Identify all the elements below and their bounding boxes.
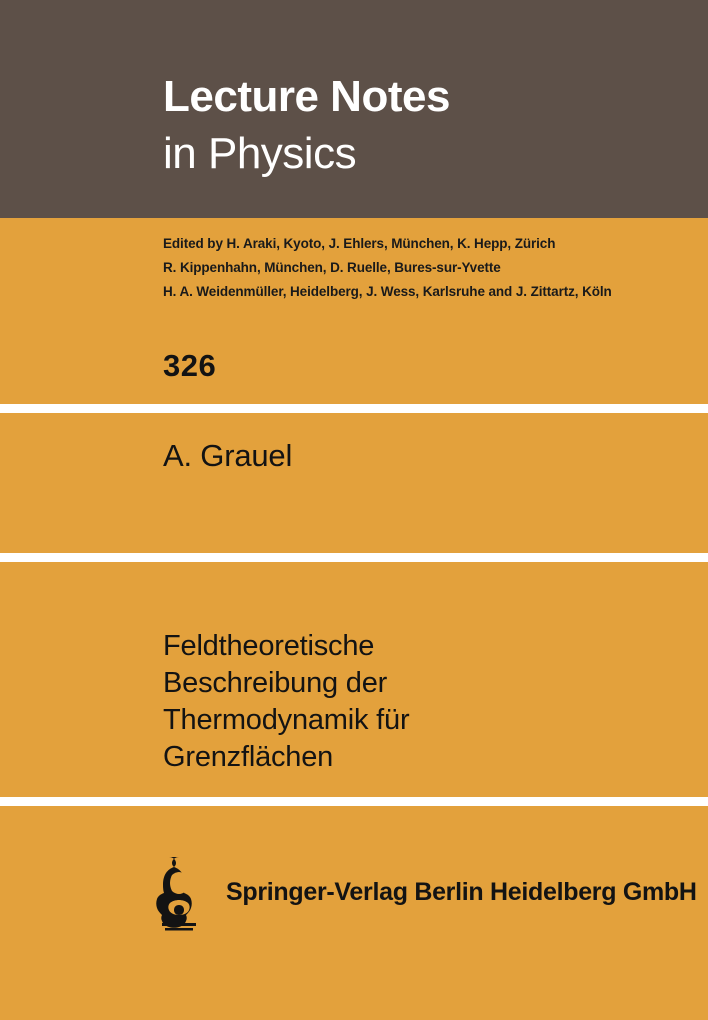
editors-line-3: H. A. Weidenmüller, Heidelberg, J. Wess, Karlsruhe and J. Zittartz, Köln: [163, 284, 612, 299]
series-title-line2: in Physics: [163, 129, 357, 178]
series-title: [163, 68, 450, 182]
book-title-line3: Thermodynamik für: [163, 704, 410, 736]
series-title-line1: Lecture Notes: [163, 72, 450, 121]
divider-rule-bottom: [0, 797, 708, 806]
author-name: A. Grauel: [163, 438, 293, 473]
publisher-row: [0, 855, 708, 933]
book-title: [163, 628, 409, 776]
springer-knight-logo-icon: [148, 855, 210, 933]
series-band: [0, 0, 708, 218]
divider-rule-top: [0, 404, 708, 413]
divider-rule-middle: [0, 553, 708, 562]
editors-line-1: Edited by H. Araki, Kyoto, J. Ehlers, München, K. Hepp, Zürich: [163, 236, 556, 251]
book-title-line2: Beschreibung der: [163, 667, 388, 699]
publisher-name: Springer-Verlag Berlin Heidelberg GmbH: [226, 877, 697, 906]
volume-number: 326: [163, 348, 217, 383]
book-title-line1: Feldtheoretische: [163, 630, 375, 662]
book-title-line4: Grenzflächen: [163, 741, 334, 773]
editors-line-2: R. Kippenhahn, München, D. Ruelle, Bures-sur-Yvette: [163, 260, 501, 275]
editors-block: [163, 232, 612, 304]
